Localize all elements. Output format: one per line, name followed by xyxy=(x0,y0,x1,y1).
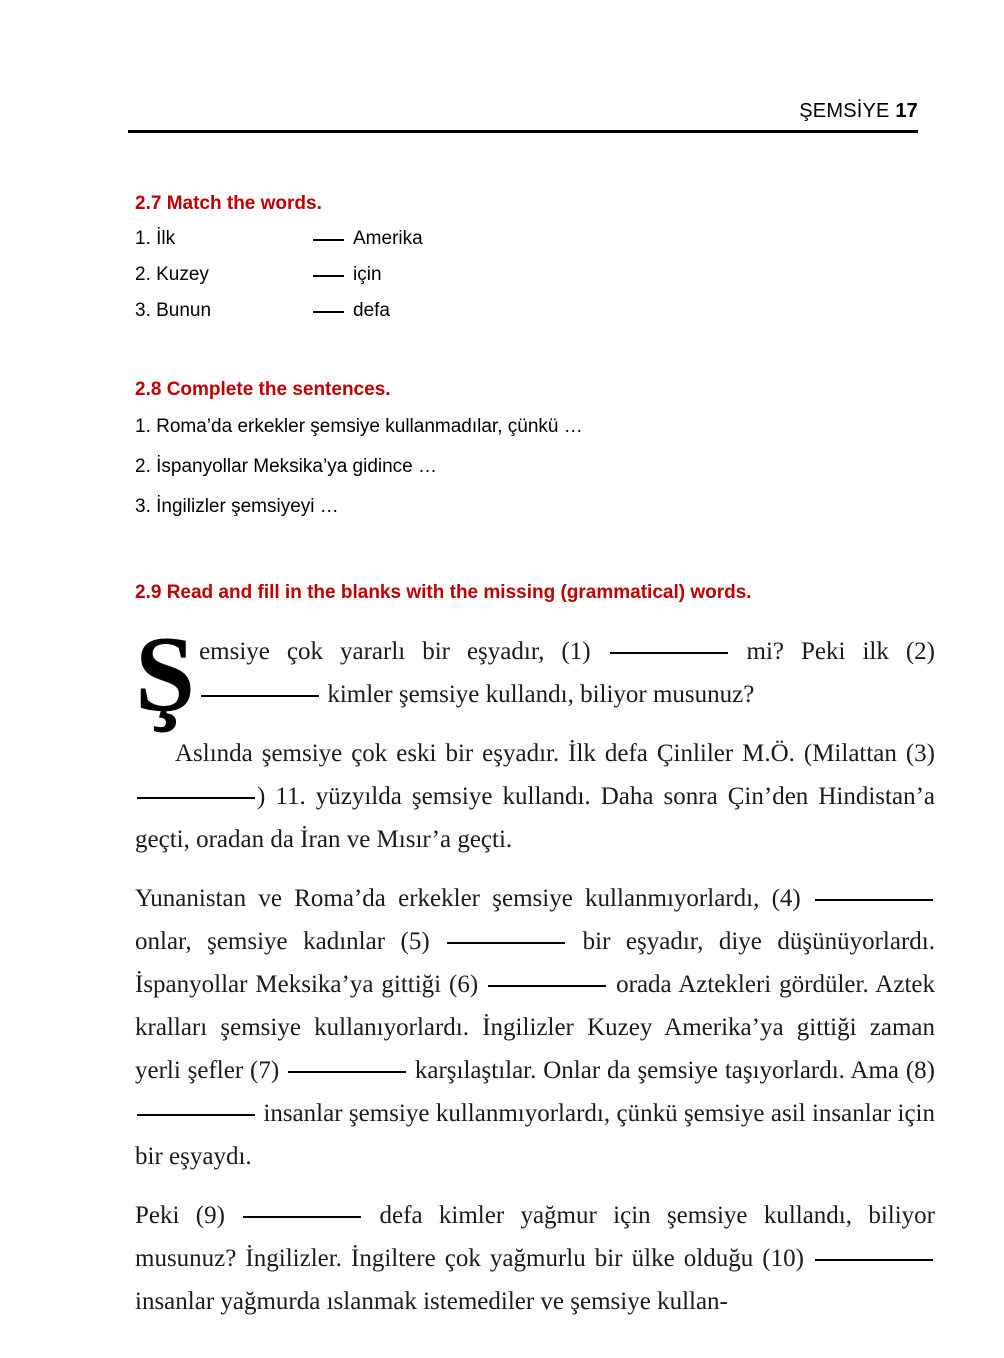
passage-text: bir eşyadır, diye düşünüyorlardı. İspanyollar Meksika’ya gittiği (6) xyxy=(135,928,935,998)
match-answer-blank[interactable] xyxy=(313,275,344,277)
passage-text: karşılaştılar. Onlar da şemsiye taşıyorlardı. Ama (8) xyxy=(408,1057,935,1084)
passage-paragraph xyxy=(135,1194,935,1323)
header-rule xyxy=(128,130,918,133)
page-content xyxy=(135,190,935,1323)
exercise-2-8 xyxy=(135,376,935,527)
cloze-blank[interactable] xyxy=(447,942,565,944)
cloze-blank[interactable] xyxy=(815,1259,933,1261)
cloze-blank[interactable] xyxy=(243,1216,361,1218)
passage-text: Aslında şemsiye çok eski bir eşyadır. İlk defa Çinliler M.Ö. (Milattan (3) xyxy=(175,740,935,767)
passage-paragraph xyxy=(135,877,935,1178)
exercise-2-8-item: 2. İspanyollar Meksika’ya gidince … xyxy=(135,456,438,477)
match-row xyxy=(135,221,935,257)
cloze-blank[interactable] xyxy=(610,652,728,654)
match-right-item: için xyxy=(353,264,382,285)
match-row xyxy=(135,293,935,329)
cloze-blank[interactable] xyxy=(815,899,933,901)
exercise-2-8-item: 3. İngilizler şemsiyeyi … xyxy=(135,496,339,517)
match-right-item: defa xyxy=(353,300,390,321)
exercise-2-9 xyxy=(135,579,935,1323)
match-left-item: 3. Bunun xyxy=(135,300,212,321)
exercise-2-7 xyxy=(135,190,935,329)
passage-text: kimler şemsiye kullandı, biliyor musunuz? xyxy=(321,681,755,708)
header-title: ŞEMSİYE xyxy=(799,100,890,122)
match-answer-blank[interactable] xyxy=(313,311,344,313)
passage-text: insanlar yağmurda ıslanmak istemediler ve şemsiye kullan- xyxy=(135,1288,728,1315)
passage-text: onlar, şemsiye kadınlar (5) xyxy=(135,928,446,955)
page-number: 17 xyxy=(895,100,918,122)
passage-text: Yunanistan ve Roma’da erkekler şemsiye kullanmıyorlardı, (4) xyxy=(135,885,813,912)
match-right-item: Amerika xyxy=(353,228,423,249)
passage-text: emsiye çok yararlı bir eşyadır, (1) xyxy=(199,638,608,665)
passage-paragraph xyxy=(135,615,935,734)
match-answer-blank[interactable] xyxy=(313,239,344,241)
cloze-blank[interactable] xyxy=(137,797,255,799)
passage-text: defa kimler yağmur için şemsiye kullandı, biliyor musunuz? İngilizler. İngiltere çok yağmurlu bir ülke olduğu (10) xyxy=(135,1202,935,1272)
exercise-2-7-heading: 2.7 Match the words. xyxy=(135,193,322,214)
header-line xyxy=(128,98,918,124)
cloze-blank[interactable] xyxy=(488,985,606,987)
passage-text: insanlar şemsiye kullanmıyorlardı, çünkü şemsiye asil insanlar için bir eşyaydı. xyxy=(135,1100,935,1170)
match-left-item: 2. Kuzey xyxy=(135,264,209,285)
exercise-2-9-heading: 2.9 Read and fill in the blanks with the missing (grammatical) words. xyxy=(135,582,752,603)
match-row xyxy=(135,257,935,293)
passage-text: Peki (9) xyxy=(135,1202,242,1229)
cloze-blank[interactable] xyxy=(288,1071,406,1073)
exercise-2-8-item: 1. Roma’da erkekler şemsiye kullanmadılar, çünkü … xyxy=(135,416,583,437)
passage-text: ) 11. yüzyılda şemsiye kullandı. Daha sonra Çin’den Hindistan’a geçti, oradan da İran ve Mısır’a geçti. xyxy=(135,783,935,853)
reading-passage xyxy=(135,615,935,1323)
exercise-2-8-heading: 2.8 Complete the sentences. xyxy=(135,379,391,400)
page-header xyxy=(128,98,918,124)
cloze-blank[interactable] xyxy=(201,695,319,697)
passage-text: mi? Peki ilk (2) xyxy=(729,638,935,665)
cloze-blank[interactable] xyxy=(137,1114,255,1116)
passage-paragraph xyxy=(135,732,935,861)
drop-cap: Ş xyxy=(135,615,196,734)
passage-text: orada Aztekleri gördüler. Aztek kralları şemsiye kullanıyorlardı. İngilizler Kuzey Amerika’ya gittiği zaman yerli şefler (7) xyxy=(135,971,935,1084)
match-left-item: 1. İlk xyxy=(135,228,176,249)
